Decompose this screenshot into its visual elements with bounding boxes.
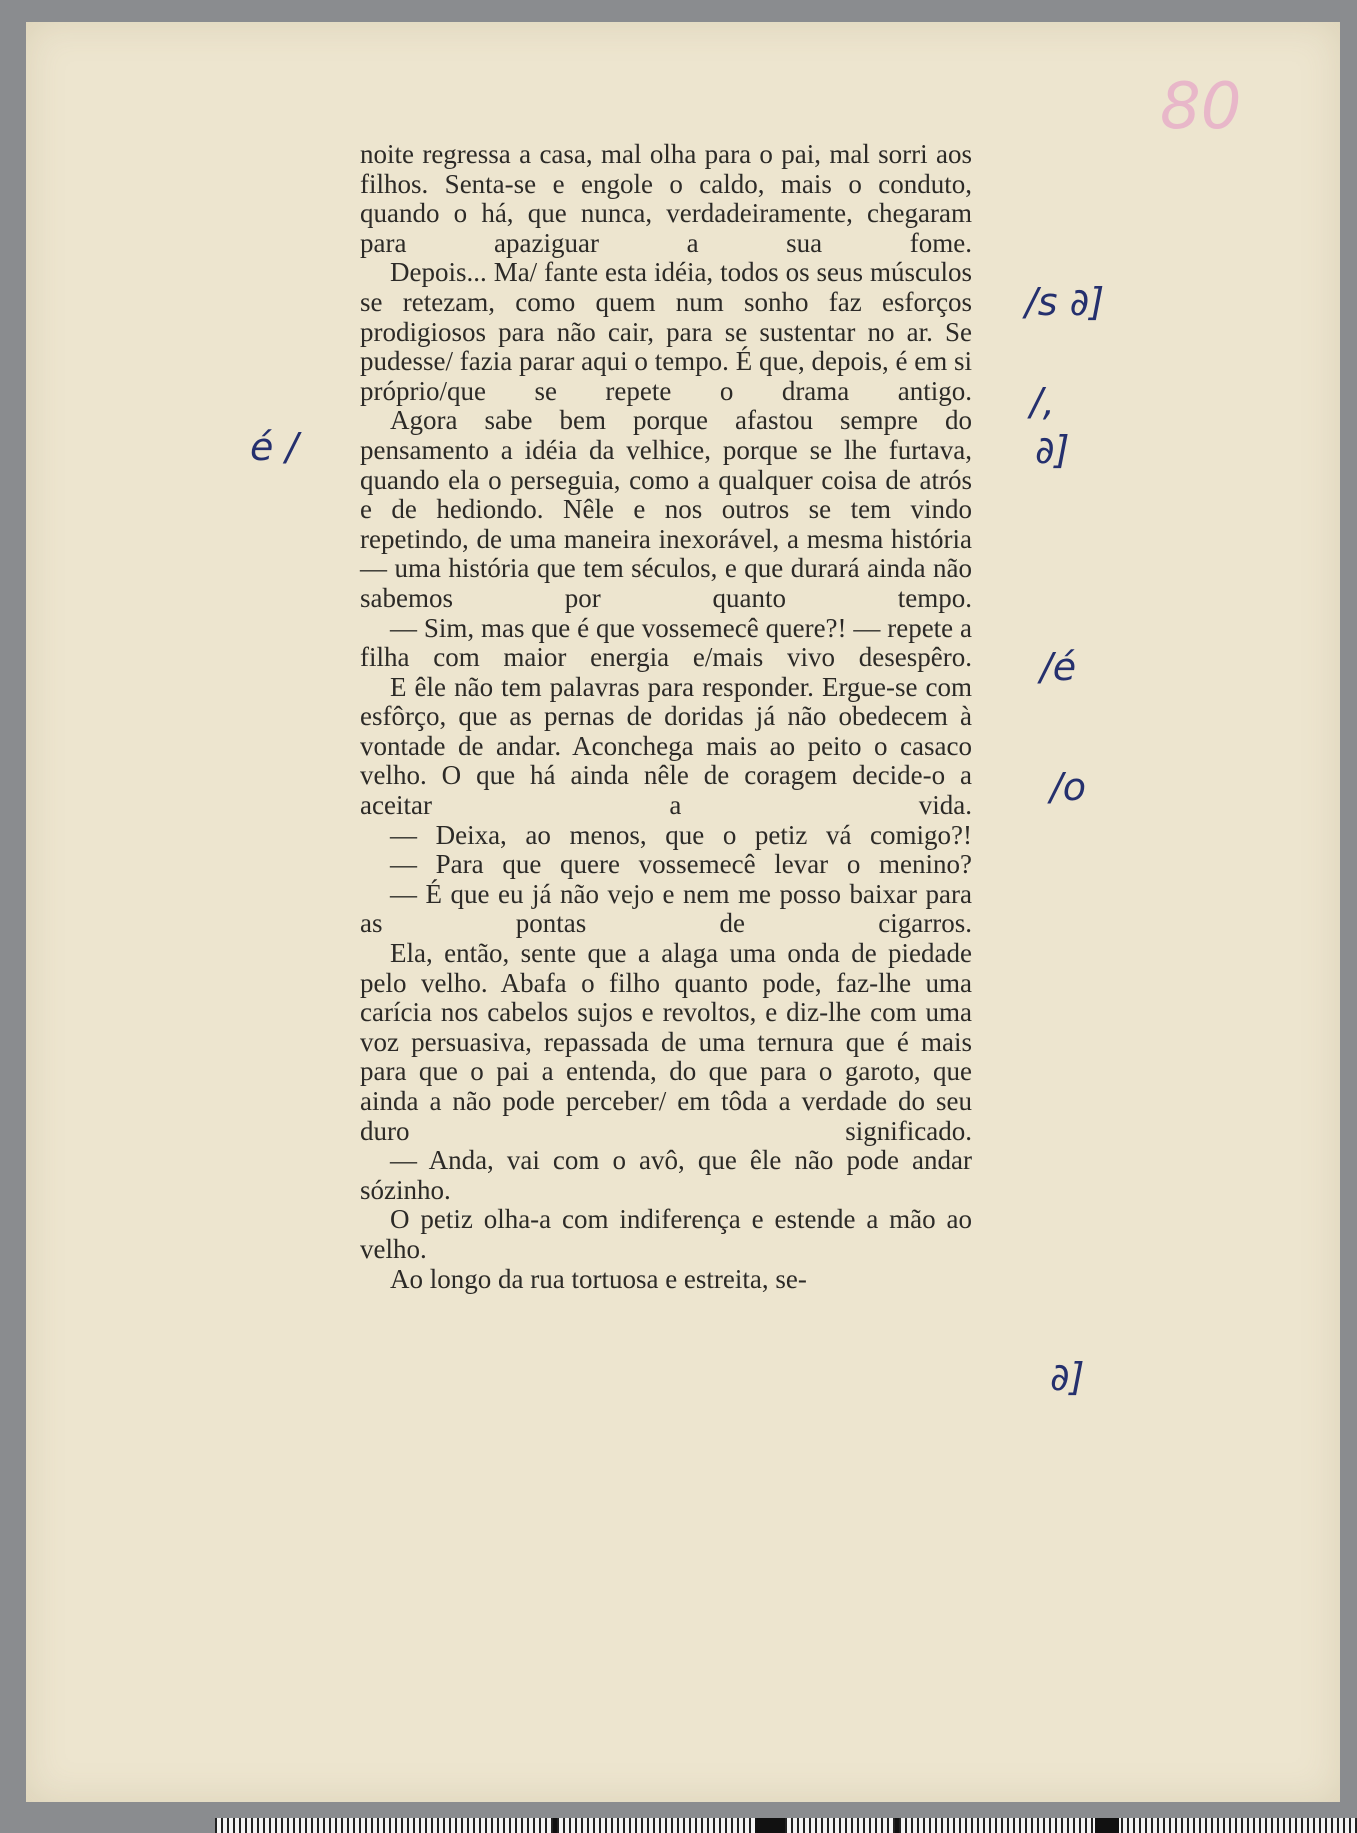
paragraph-5: E êle não tem palavras para responder. Ergue-se com esfôrço, que as pernas de doridas já não obedecem à vontade de andar. Aconchega mais ao peito o casaco velho. O que há ainda nêle de coragem decide-o a aceitar a vida. [360,671,972,821]
page-number-mark: 80 [1160,70,1242,144]
margin-note-mark-1: ∂] [1035,428,1070,472]
paragraph-7: — Para que quere vossemecê levar o menino? [390,849,972,880]
paragraph-9: Ela, então, sente que a alaga uma onda de piedade pelo velho. Abafa o filho quanto pode, faz-lhe uma carícia nos cabelos sujos e revoltos, e diz-lhe com uma voz persuasiva, repassada de uma ternura que é mais para que o pai a entenda, do que para o garoto, que ainda a não pode perceber/ em tôda a verdade do seu duro significado. [360,938,972,1146]
paragraph-4: — Sim, mas que é que vossemecê quere?! — repete a filha com maior energia e/mais vivo desespêro. [360,612,972,673]
scan-ruler [215,1818,1357,1833]
paragraph-1: noite regressa a casa, mal olha para o pai, mal sorri aos filhos. Senta-se e engole o caldo, mais o conduto, quando o há, que nunca, verdadeiramente, chegaram para apaziguar a sua fome. [360,139,972,258]
paragraph-8: — É que eu já não vejo e nem me posso baixar para as pontas de cigarros. [360,878,972,939]
margin-note-mark-2: ∂] [1050,1355,1085,1399]
margin-note-left-e: é / [250,425,299,469]
margin-note-s: /s ∂] [1025,280,1105,324]
paragraph-11: O petiz olha-a com indiferença e estende a mão ao velho. [360,1204,972,1264]
margin-note-comma: /, [1030,380,1055,424]
paragraph-12: Ao longo da rua tortuosa e estreita, se- [390,1263,807,1294]
margin-note-o: /o [1050,765,1087,809]
paragraph-6: — Deixa, ao menos, que o petiz vá comigo?! [390,819,972,850]
margin-note-e: /é [1040,645,1077,689]
paragraph-3: Agora sabe bem porque afastou sempre do pensamento a idéia da velhice, porque se lhe furtava, quando ela o perseguia, como a qualquer coisa de atrós e de hediondo. Nêle e nos outros se tem vindo repetindo, de uma maneira inexorável, a mesma história — uma história que tem séculos, e que durará ainda não sabemos por quanto tempo. [360,405,972,613]
paragraph-10: — Anda, vai com o avô, que êle não pode andar sózinho. [360,1145,972,1205]
document-text [360,140,972,1294]
paragraph-2: Depois... Ma/ fante esta idéia, todos os seus músculos se retezam, como quem num sonho faz esforços prodigiosos para não cair, para se sustentar no ar. Se pudesse/ fazia parar aqui o tempo. É que, depois, é em si próprio/que se repete o drama antigo. [360,257,972,406]
